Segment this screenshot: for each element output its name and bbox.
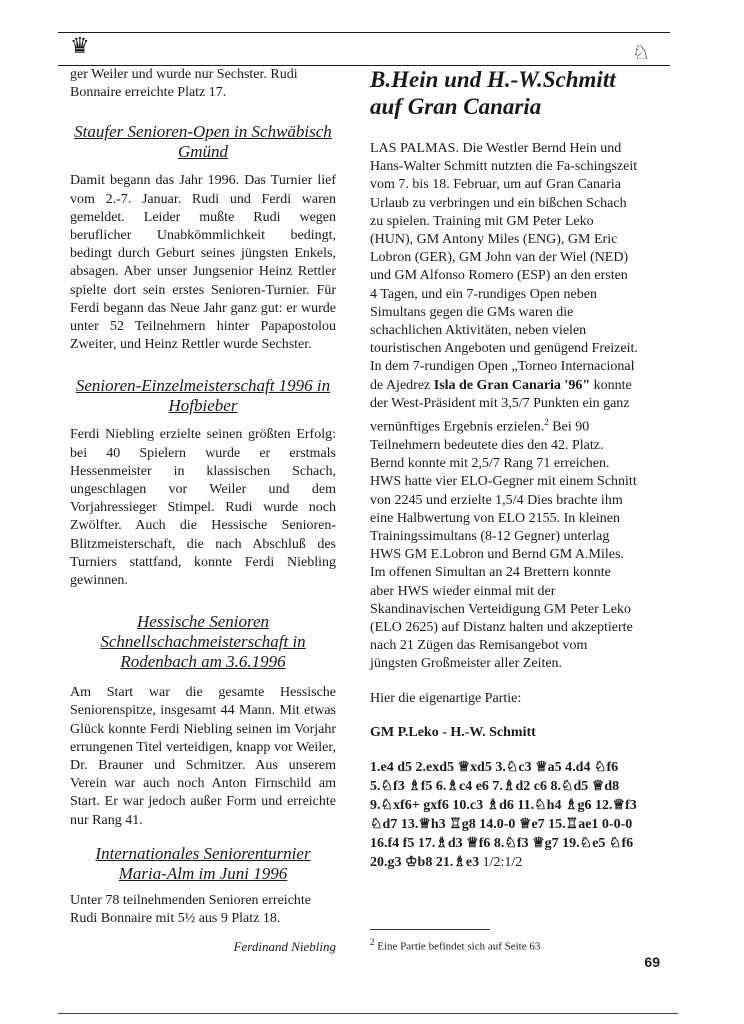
- section-heading-staufer: Staufer Senioren-Open in Schwäbisch Gmünd: [74, 122, 332, 162]
- article-body-part1: LAS PALMAS. Die Westler Bernd Hein und Hans-Walter Schmitt nutzten die Fa-schingszeit vom 7. bis 18. Februar, um auf Gran Canaria Urlaub zu verbringen und ein bißchen Schach zu spielen. Training mit GM Peter Leko (HUN), GM Antony Miles (ENG), GM Eric Lobron (GER), GM John van der Wiel (NED) und GM Alfonso Romero (ESP) an den ersten 4 Tagen, und ein 7-rundiges Open neben Simultans gegen die GMs waren die schachlichen Aktivitäten, neben vielen touristischen Angeboten und genügend Freizeit. In dem 7-rundigen Open „Torneo Internacional de Ajedrez: [370, 141, 638, 393]
- intro-paragraph: ger Weiler und wurde nur Sechster. Rudi Bonnaire erreichte Platz 17.: [70, 67, 298, 101]
- article-body-part3: Bei 90 Teilnehmern bedeutete dies den 42. Platz. Bernd konnte mit 2,5/7 Rang 71 erreichen. HWS hatte vier ELO-Gegner mit einem Schnitt von 2245 und erzielte 1,5/4 Dies brachte ihm eine Halbwertung von ELO 2155. In kleinen Trainingssimultans (8-12 Gegner) unterlag HWS GM E.Lobron und Bernd GM A.Miles. Im offenen Simultan an 24 Brettern konnte aber HWS wieder einmal mit der Skandinavischen Verteidigung GM Peter Leko (ELO 2625) auf Distanz halten und akzeptierte nach 21 Zügen das Remisangebot vom jüngsten Großmeister aller Zeiten.: [370, 419, 637, 672]
- right-column: [370, 66, 638, 872]
- game-result: 1/2:1/2: [482, 854, 523, 870]
- footnote: [370, 937, 540, 953]
- section-body-schnellschach: Am Start war die gesamte Hessische Seniorenspitze, insgesamt 44 Mann. Mit etwas Glück konnte Ferdi Niebling seinen im Vorjahr errungenen Titel verteidigen, knapp vor Weiler, Dr. Brauner und Schmitzer. Aus unserem Verein war auch noch Anton Firnschild am Start. Er war jedoch außer Form und erreichte nur Rang 41.: [70, 685, 336, 828]
- footnote-number: 2: [370, 937, 375, 947]
- game-intro: Hier die eigenartige Partie:: [370, 690, 522, 706]
- knight-icon: ♘: [632, 40, 650, 64]
- article-body-part2: konnte der West-Präsident mit 3,5/7 Punkten ein ganz vernünftiges Ergebnis erzielen.: [370, 377, 632, 435]
- section-body-maria-alm: Unter 78 teilnehmenden Senioren erreichte Rudi Bonnaire mit 5½ aus 9 Platz 18.: [70, 892, 312, 927]
- section-body-staufer: Damit begann das Jahr 1996. Das Turnier lief vom 2.-7. Januar. Rudi und Ferdi waren gemeldet. Leider mußte Rudi wegen beruflicher Unabkömmlichkeit bedingt, bedingt durch Geburt seines jüngsten Enkels, absagen. Aber unser Jungsenior Heinz Rettler spielte dort sein erstes Senioren-Turnier. Für Ferdi begann das Neue Jahr ganz gut: er wurde unter 52 Teilnehmern hinter Papapostolou Zweiter, und Heinz Rettler wurde Sechster.: [70, 173, 336, 353]
- event-name: Isla de Gran Canaria '96": [433, 377, 591, 393]
- author-signature: Ferdinand Niebling: [233, 939, 336, 955]
- crown-queen-icon: ♛: [70, 34, 90, 59]
- footnote-text: Eine Partie befindet sich auf Seite 63: [377, 940, 541, 953]
- section-body-einzelmeisterschaft: Ferdi Niebling erzielte seinen größten Erfolg: bei 40 Spielern wurde er erstmals Hessenmeister in klassischen Schach, ungeschlagen vor Weiler und dem Vorjahressieger Stimpel. Rudi wurde noch Zwölfter. Auch die Hessische Senioren-Blitzmeisterschaft, die nach Abschluß des Turniers stattfand, konnte Ferdi Niebling gewinnen.: [70, 427, 336, 589]
- left-column: [70, 66, 336, 957]
- game-title: GM P.Leko - H.-W. Schmitt: [370, 724, 536, 740]
- game-moves: [370, 758, 638, 872]
- page-number: 69: [644, 954, 660, 970]
- footer-rule: [58, 1013, 678, 1014]
- header-rule-top: [58, 32, 670, 33]
- section-heading-einzelmeisterschaft: Senioren-Einzelmeisterschaft 1996 in Hofbieber: [75, 376, 331, 416]
- footnote-marker: 2: [544, 417, 549, 428]
- game-moves-text: 1.e4 d5 2.exd5 ♕xd5 3.♘c3 ♕a5 4.d4 ♘f6 5.♘f3 ♗f5 6.♗c4 e6 7.♗d2 c6 8.♘d5 ♕d8 9.♘xf6+ gxf6 10.c3 ♗d6 11.♘h4 ♗g6 12.♕f3 ♘d7 13.♕h3 ♖g8 14.0-0 ♕e7 15.♖ae1 0-0-0 16.f4 f5 17.♗d3 ♕f6 8.♘f3 ♕g7 19.♘e5 ♘f6 20.g3 ♔b8 21.♗e3: [370, 759, 637, 870]
- article-title: B.Hein und H.-W.Schmitt auf Gran Canaria: [370, 67, 616, 119]
- section-heading-maria-alm: Internationales Seniorenturnier Maria-Alm im Juni 1996: [95, 843, 311, 883]
- section-heading-schnellschach: Hessische Senioren Schnellschachmeisterschaft in Rodenbach am 3.6.1996: [100, 612, 306, 672]
- article-body: [370, 140, 638, 674]
- footnote-rule: [370, 929, 490, 930]
